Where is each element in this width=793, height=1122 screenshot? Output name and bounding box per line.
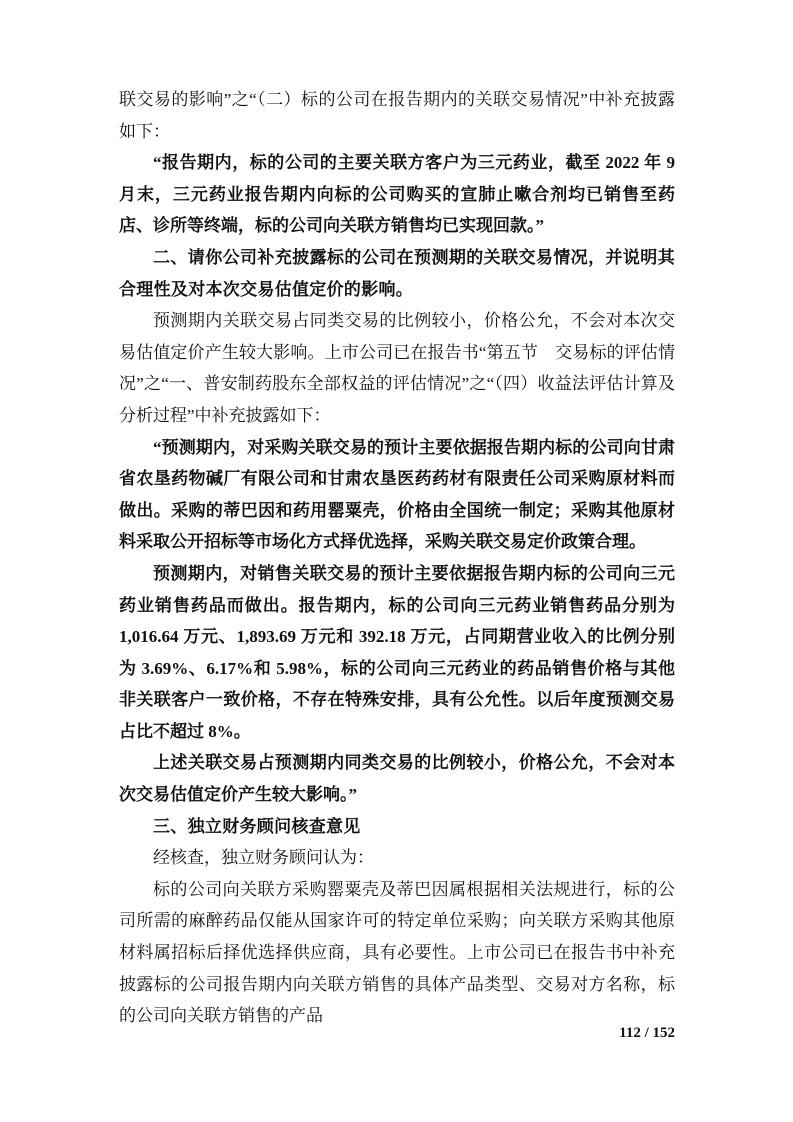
- paragraph-advisor-opinion: 标的公司向关联方采购罂粟壳及蒂巴因属根据相关法规进行，标的公司所需的麻醉药品仅能从国家许可的特定单位采购；向关联方采购其他原材料属招标后择优选择供应商，具有必要性。上市公司已在报告书中补充披露标的公司报告期内向关联方销售的具体产品类型、交易对方名称，标的公司向关联方销售的产品: [119, 879, 675, 1026]
- page-number: 112 / 152: [619, 1025, 675, 1041]
- document-content: [119, 84, 675, 1032]
- paragraph-advisor-intro: 经核查，独立财务顾问认为：: [153, 848, 374, 868]
- quote-paragraph-report-period: “报告期内，标的公司的主要关联方客户为三元药业，截至 2022 年 9 月末，三元药业报告期内向标的公司购买的宣肺止嗽合剂均已销售至药店、诊所等终端，标的公司向关联方销售均已实现回款。”: [119, 153, 675, 236]
- paragraph-continuation: 联交易的影响”之“（二）标的公司在报告期内的关联交易情况”中补充披露如下：: [119, 90, 675, 141]
- quote-paragraph-conclusion: 上述关联交易占预测期内同类交易的比例较小，价格公允，不会对本次交易估值定价产生较大影响。”: [119, 753, 675, 805]
- section-heading-two: 二、请你公司补充披露标的公司在预测期的关联交易情况，并说明其合理性及对本次交易估值定价的影响。: [119, 247, 675, 299]
- quote-paragraph-sales: 预测期内，对销售关联交易的预计主要依据报告期内标的公司向三元药业销售药品而做出。报告期内，标的公司向三元药业销售药品分别为 1,016.64 万元、1,893.69 万元和 392.18 万元，占同期营业收入的比例分别为 3.69%、6.17%和 5.98%，标的公司向三元药业的药品销售价格与其他非关联客户一致价格，不存在特殊安排，具有公允性。以后年度预测交易占比不超过 8%。: [119, 563, 675, 741]
- quote-paragraph-procurement: “预测期内，对采购关联交易的预计主要依据报告期内标的公司向甘肃省农垦药物碱厂有限公司和甘肃农垦医药药材有限责任公司采购原材料而做出。采购的蒂巴因和药用罂粟壳，价格由全国统一制定；采购其他原材料采取公开招标等市场化方式择优选择，采购关联交易定价政策合理。: [119, 437, 675, 552]
- paragraph-forecast-summary: 预测期内关联交易占同类交易的比例较小，价格公允，不会对本次交易估值定价产生较大影响。上市公司已在报告书“第五节 交易标的评估情况”之“一、普安制药股东全部权益的评估情况”之“（四）收益法评估计算及分析过程”中补充披露如下：: [119, 311, 675, 425]
- section-heading-three: 三、独立财务顾问核查意见: [153, 816, 361, 836]
